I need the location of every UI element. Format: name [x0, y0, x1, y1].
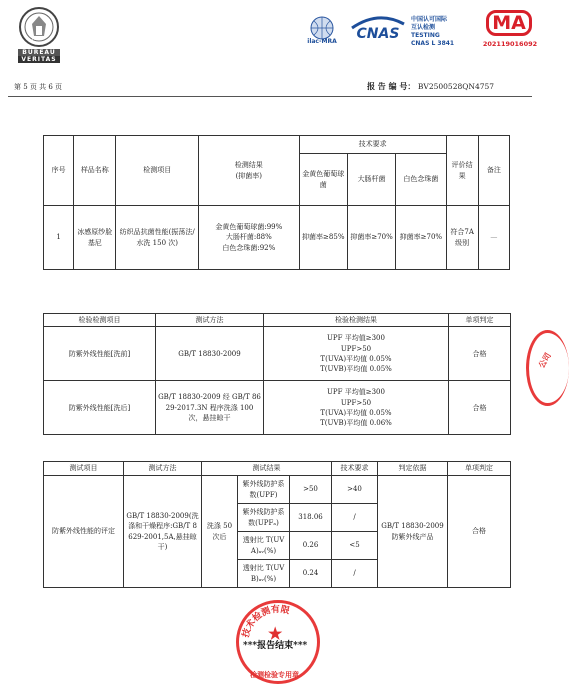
t3-judge: 合格: [448, 476, 511, 588]
t3-tech-header: 技术要求: [332, 462, 378, 476]
bv-seal-icon: [18, 6, 60, 48]
t2-method-header: 测试方法: [156, 314, 264, 327]
t3-item-header: 测试项目: [44, 462, 124, 476]
t3-row4-value: 0.24: [290, 560, 332, 588]
t1-ecoli-header: 大肠杆菌: [347, 154, 395, 206]
report-number: [367, 81, 494, 92]
t1-result-header: 检测结果 (抑菌率): [198, 136, 299, 206]
t1-candida-header: 白色念珠菌: [396, 154, 446, 206]
t1-conclusion-header: 评价结果: [446, 136, 478, 206]
t2-row1-r3: T(UVA)平均值 0.05%: [320, 354, 392, 363]
t1-result-line1: 金黄色葡萄球菌:99%: [215, 223, 283, 232]
t2-row1-r2: UPF>50: [340, 344, 372, 353]
bv-logo: [18, 6, 60, 64]
t1-remark-header: 备注: [478, 136, 509, 206]
page-info: 第 5 页 共 6 页: [14, 83, 63, 91]
t2-row1-judge: 合格: [449, 327, 511, 381]
t1-sample: 冰感原纱脸基尼: [74, 206, 116, 270]
t3-item: 防紫外线性能的评定: [44, 476, 124, 588]
table-row: [44, 327, 511, 381]
t2-row1-method: GB/T 18830-2009: [156, 327, 264, 381]
t3-row2-value: 318.06: [290, 504, 332, 532]
report-no-label: 报 告 编 号：: [367, 81, 416, 91]
t1-tech-req-header: 技术要求: [299, 136, 446, 154]
t1-result-line3: 白色念珠菌:92%: [222, 243, 276, 252]
t2-row2-r2: UPF>50: [340, 398, 372, 407]
t3-row2-tech: /: [332, 504, 378, 532]
t2-item-header: 检验检测项目: [44, 314, 156, 327]
side-stamp-text: 公司: [536, 350, 553, 370]
t3-row1-tech: >40: [332, 476, 378, 504]
t1-remark: —: [478, 206, 509, 270]
t2-row2-r4: T(UVB)平均值 0.06%: [320, 418, 392, 427]
t3-row4-tech: /: [332, 560, 378, 588]
ilac-logo: [300, 14, 344, 48]
t3-basis-header: 判定依据: [378, 462, 448, 476]
bv-year: 1828: [31, 36, 42, 41]
t3-row3-name: 透射比 T(UVA)ₐᵥ(%): [238, 532, 290, 560]
uv-rating-table: [43, 461, 511, 588]
cnas-info: [411, 16, 471, 48]
t2-row2-result: [264, 381, 449, 435]
bv-name-line1: BUREAU: [18, 49, 60, 56]
side-stamp: [526, 330, 569, 406]
t3-row2-name: 紫外线防护系数(UPFₐ): [238, 504, 290, 532]
t3-judge-header: 单项判定: [448, 462, 511, 476]
t1-staph: 抑菌率≥85%: [299, 206, 347, 270]
t1-ecoli: 抑菌率≥70%: [347, 206, 395, 270]
t1-result-line2: 大肠杆菌:88%: [225, 233, 272, 242]
cnas-cn-line1: 中国认可国际: [411, 16, 448, 23]
t2-row1-r4: T(UVB)平均值 0.05%: [320, 364, 392, 373]
t2-result-header: 检验检测结果: [264, 314, 449, 327]
ma-text: MA: [492, 12, 526, 34]
t1-candida: 抑菌率≥70%: [396, 206, 446, 270]
t1-item: 纺织品抗菌性能(振荡法/水洗 150 次): [116, 206, 199, 270]
t3-row1-value: >50: [290, 476, 332, 504]
t3-row1-name: 紫外线防护系数(UPF): [238, 476, 290, 504]
t2-row2-r3: T(UVA)平均值 0.05%: [320, 408, 392, 417]
t3-result-header: 测试结果: [202, 462, 332, 476]
ma-logo: [480, 8, 540, 54]
t2-row2-r1: UPF 平均值≥300: [327, 388, 385, 397]
cnas-number: CNAS L 3841: [411, 40, 455, 47]
uv-wash-table: [43, 313, 511, 435]
t3-row3-tech: <5: [332, 532, 378, 560]
antibacterial-table: [43, 135, 510, 270]
svg-text:技术检测有限: [239, 603, 291, 640]
table-row: [44, 476, 511, 504]
stamp-bottom-text: 检测检验专用章: [250, 670, 299, 679]
cnas-text: CNAS: [356, 26, 400, 42]
t1-seq-header: 序号: [44, 136, 74, 206]
bv-name-line2: VERITAS: [18, 56, 60, 63]
t3-basis: GB/T 18830-2009 防紫外线产品: [378, 476, 448, 588]
t3-row3-value: 0.26: [290, 532, 332, 560]
report-no-value: BV2500528QN4757: [417, 82, 495, 91]
ilac-text: ilac-MRA: [307, 38, 337, 45]
cnas-testing: TESTING: [411, 32, 440, 39]
ma-number: 202119016092: [482, 40, 538, 48]
t3-row4-name: 透射比 T(UVB)ₐᵥ(%): [238, 560, 290, 588]
t1-seq: 1: [44, 206, 74, 270]
cnas-logo: [350, 14, 406, 54]
t1-result: [198, 206, 299, 270]
t2-row1-r1: UPF 平均值≥300: [327, 334, 385, 343]
header-divider: [8, 96, 532, 97]
t3-wash: 洗涤 50 次后: [202, 476, 238, 588]
table-row: [44, 381, 511, 435]
table-row: [44, 206, 510, 270]
t2-row2-method: GB/T 18830-2009 经 GB/T 8629-2017.3N 程序洗涤 100 次，悬挂晾干: [156, 381, 264, 435]
t1-item-header: 检测项目: [116, 136, 199, 206]
stamp-star-icon: ★: [268, 624, 283, 643]
t1-staph-header: 金黄色葡萄球菌: [299, 154, 347, 206]
cnas-cn-line2: 互认检测: [411, 24, 436, 31]
stamp-arc-text: 技术检测有限: [241, 604, 291, 639]
t2-row2-judge: 合格: [449, 381, 511, 435]
t3-method-header: 测试方法: [124, 462, 202, 476]
t2-row1-result: [264, 327, 449, 381]
report-end-text: ***报告结束***: [243, 641, 308, 651]
t2-row1-item: 防紫外线性能[洗前]: [44, 327, 156, 381]
t1-sample-header: 样品名称: [74, 136, 116, 206]
t2-judge-header: 单项判定: [449, 314, 511, 327]
t3-method: GB/T 18830-2009(洗涤和干燥程序:GB/T 8629-2001,5A,悬挂晾干): [124, 476, 202, 588]
t2-row2-item: 防紫外线性能[洗后]: [44, 381, 156, 435]
t1-conclusion: 符合7A级别: [446, 206, 478, 270]
